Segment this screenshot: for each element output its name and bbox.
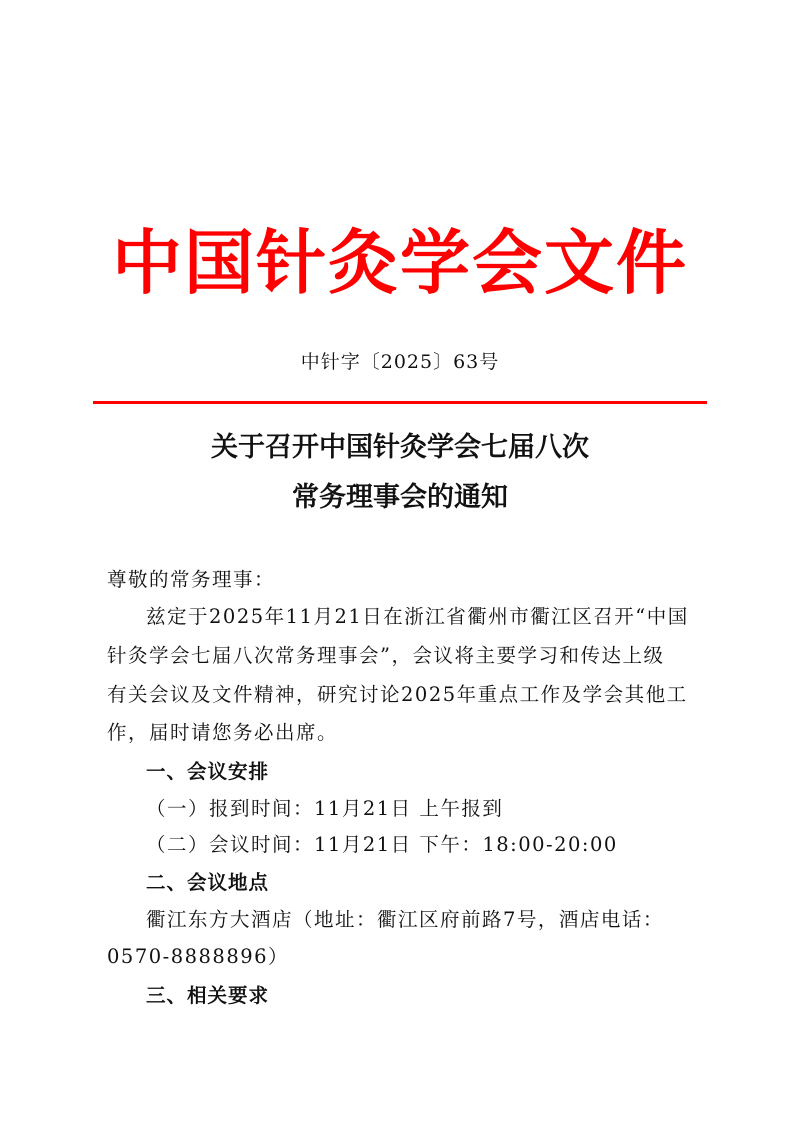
intro-line-3: 有关会议及文件精神，研究讨论2025年重点工作及学会其他工 [107,683,688,706]
notice-title-line-1: 关于召开中国针灸学会七届八次 [211,432,589,463]
location-line-2: 0570-8888896） [107,945,290,968]
document-number: 中针字〔2025〕63号 [300,351,500,373]
intro-line-1: 兹定于2025年11月21日在浙江省衢州市衢江区召开“中国 [146,605,689,628]
arrangement-item-meeting-time: （二）会议时间：11月21日 下午：18:00-20:00 [146,833,618,856]
notice-title-line-2: 常务理事会的通知 [292,482,508,513]
section-heading-arrangement: 一、会议安排 [146,760,270,783]
intro-line-4: 作，届时请您务必出席。 [107,721,339,744]
section-heading-location: 二、会议地点 [146,871,270,894]
masthead-title: 中国针灸学会文件 [112,222,688,304]
salutation: 尊敬的常务理事： [107,568,276,591]
section-heading-requirements: 三、相关要求 [146,984,270,1007]
intro-line-2: 针灸学会七届八次常务理事会”，会议将主要学习和传达上级 [107,644,665,667]
location-line-1: 衢江东方大酒店（地址：衢江区府前路7号，酒店电话： [146,908,664,931]
red-divider-rule [93,401,707,404]
arrangement-item-checkin: （一）报到时间：11月21日 上午报到 [146,797,504,820]
